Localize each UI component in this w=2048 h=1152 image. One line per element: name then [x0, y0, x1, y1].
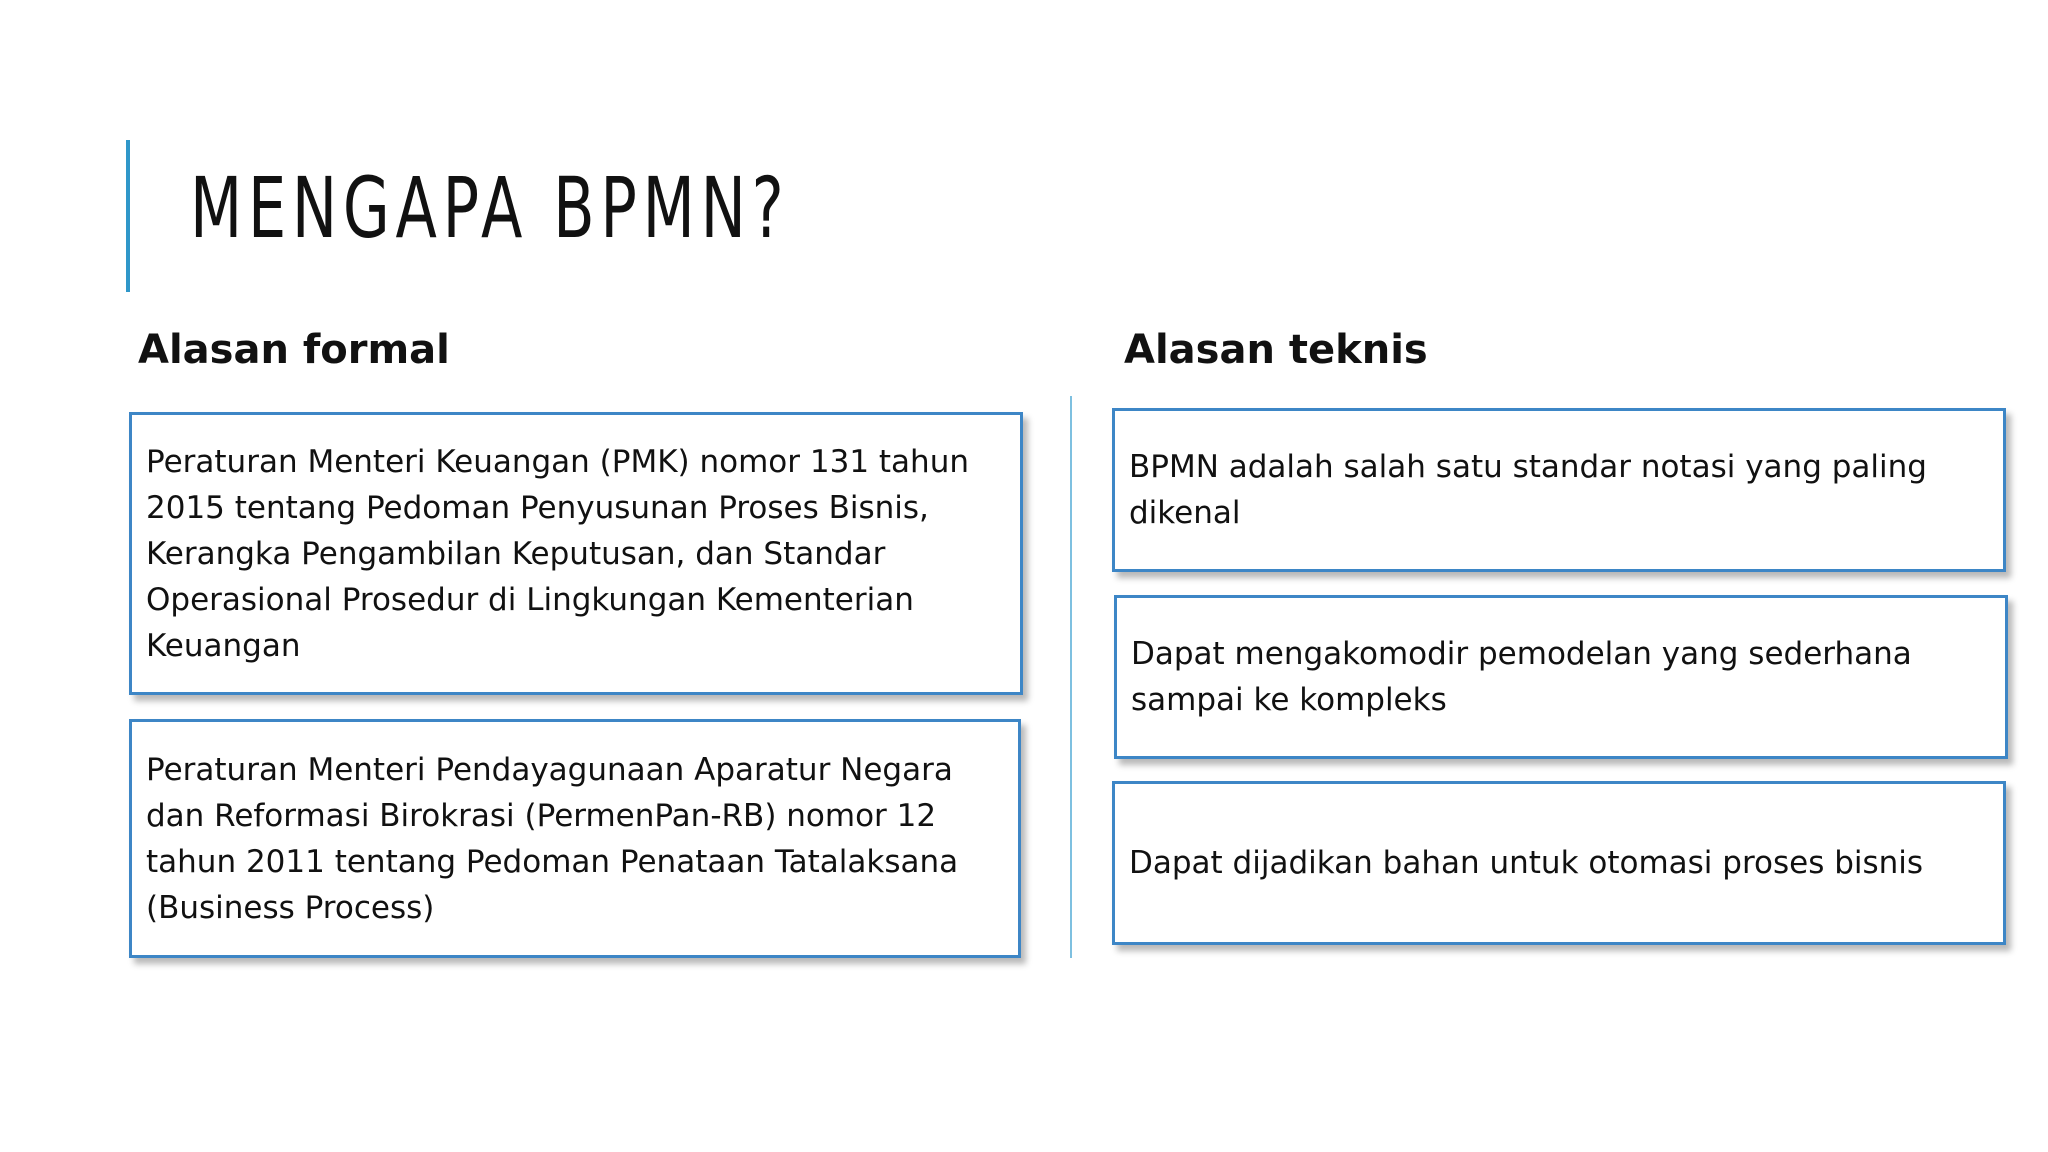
technical-reason-text-2: Dapat mengakomodir pemodelan yang sederhana sampai ke kompleks	[1131, 636, 1912, 718]
column-heading-formal: Alasan formal	[138, 327, 450, 373]
technical-reason-text-3: Dapat dijadikan bahan untuk otomasi proses bisnis	[1129, 845, 1924, 881]
column-heading-technical: Alasan teknis	[1124, 327, 1428, 373]
formal-reason-card-2	[129, 719, 1021, 958]
formal-reason-text-1: Peraturan Menteri Keuangan (PMK) nomor 131 tahun 2015 tentang Pedoman Penyusunan Proses Bisnis, Kerangka Pengambilan Keputusan, dan Standar Operasional Prosedur di Lingkungan Kementerian Keuangan	[146, 443, 969, 664]
formal-reason-card-1	[129, 412, 1023, 695]
technical-reason-card-2	[1114, 595, 2008, 759]
formal-reason-text-2: Peraturan Menteri Pendayagunaan Aparatur Negara dan Reformasi Birokrasi (PermenPan-RB) nomor 12 tahun 2011 tentang Pedoman Penataan Tatalaksana (Business Process)	[146, 751, 959, 926]
title-accent-bar	[126, 140, 130, 292]
technical-reason-text-1: BPMN adalah salah satu standar notasi yang paling dikenal	[1129, 449, 1927, 531]
column-divider	[1070, 396, 1072, 958]
technical-reason-card-3	[1112, 781, 2006, 945]
technical-reason-card-1	[1112, 408, 2006, 572]
slide-title: MENGAPA BPMN?	[190, 159, 790, 257]
